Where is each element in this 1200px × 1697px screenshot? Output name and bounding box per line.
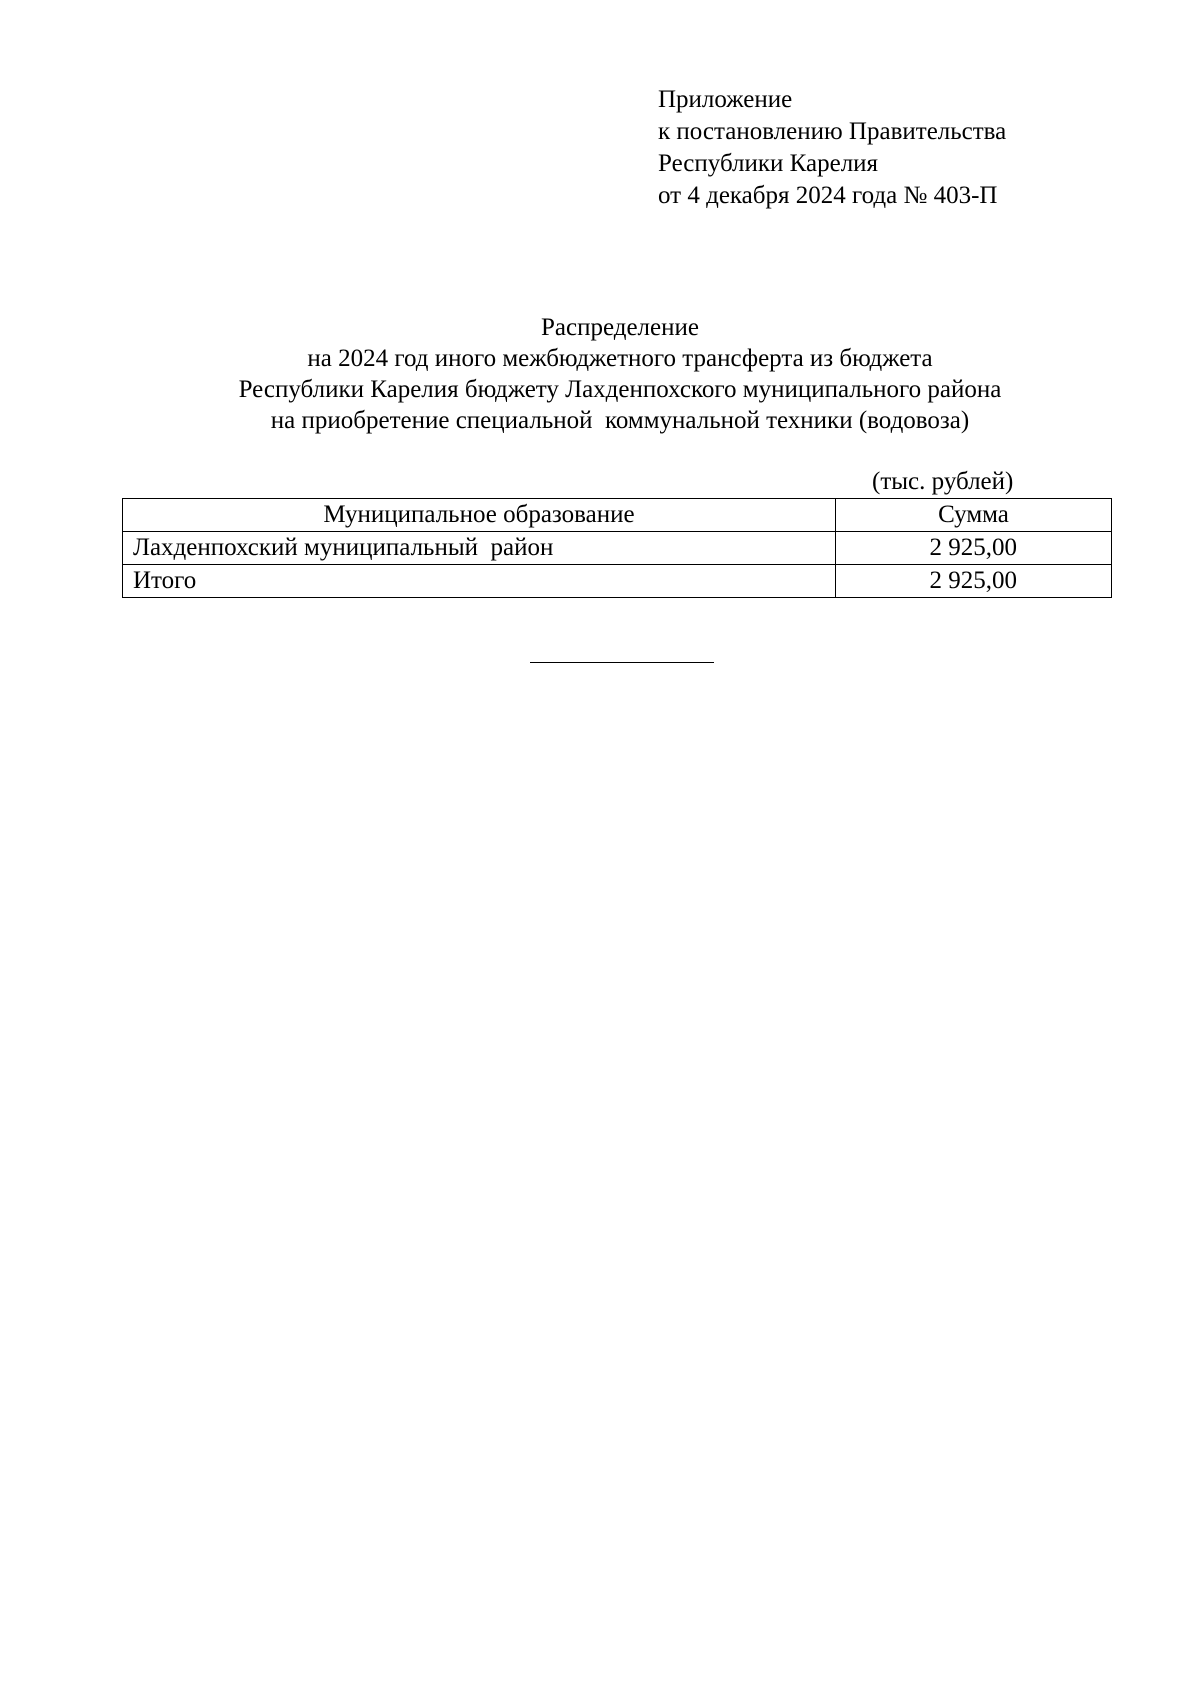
total-amount-cell: 2 925,00 (836, 565, 1112, 598)
units-label: (тыс. рублей) (872, 468, 1014, 495)
municipality-cell: Лахденпохский муниципальный район (123, 532, 836, 565)
table-header-row (123, 499, 1112, 532)
title-line: на 2024 год иного межбюджетного трансферта из бюджета (307, 345, 933, 372)
amount-cell: 2 925,00 (836, 532, 1112, 565)
column-header-municipality: Муниципальное образование (123, 499, 836, 532)
title-line: на приобретение специальной коммунальной техники (водовоза) (270, 407, 970, 434)
end-divider (530, 662, 714, 663)
table-row (123, 532, 1112, 565)
column-header-amount: Сумма (836, 499, 1112, 532)
total-label-cell: Итого (123, 565, 836, 598)
appendix-line: Республики Карелия (658, 150, 879, 177)
appendix-line: Приложение (658, 86, 793, 113)
title-line: Распределение (541, 314, 699, 341)
appendix-block (658, 84, 1006, 212)
title-line: Республики Карелия бюджету Лахденпохского муниципального района (238, 376, 1002, 403)
appendix-line: к постановлению Правительства (658, 118, 1007, 145)
distribution-table (122, 498, 1112, 598)
table-row-total (123, 565, 1112, 598)
appendix-line: от 4 декабря 2024 года № 403-П (658, 182, 998, 209)
document-title (0, 312, 1200, 436)
